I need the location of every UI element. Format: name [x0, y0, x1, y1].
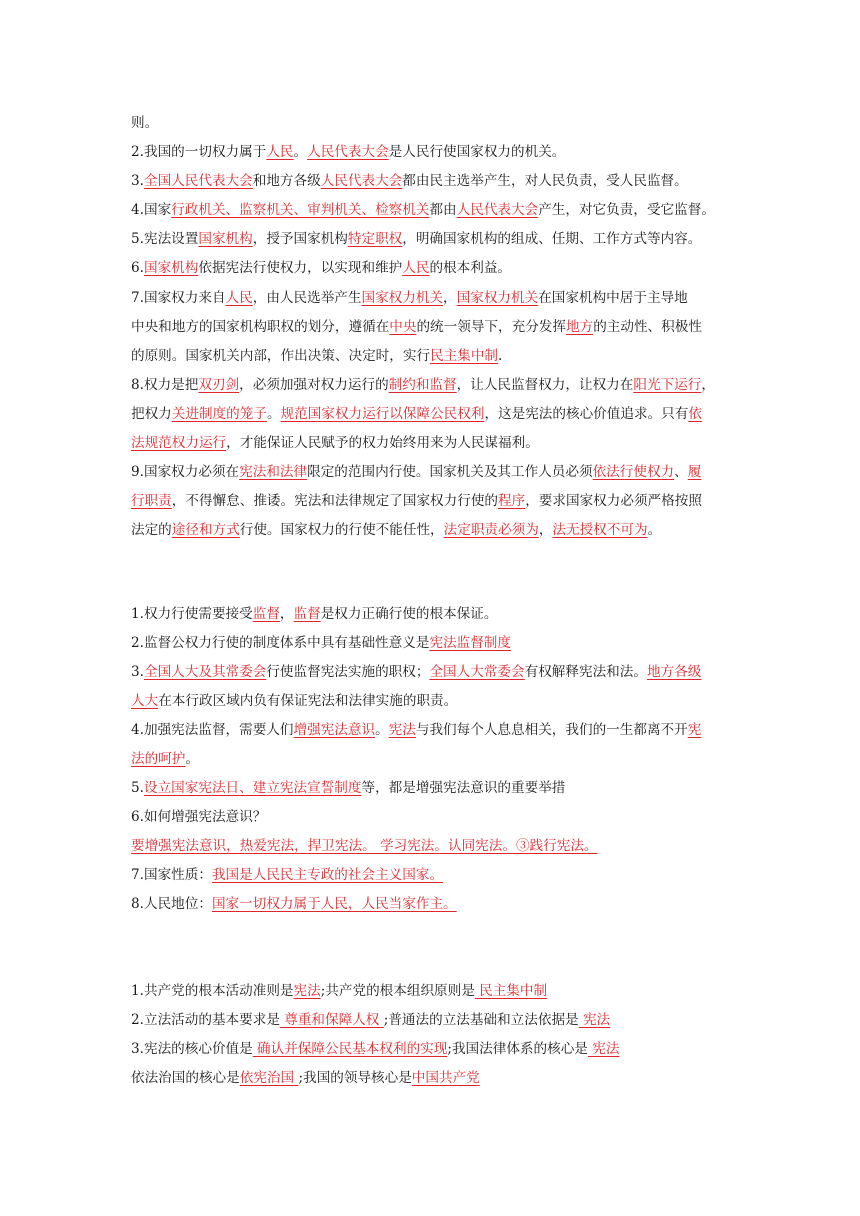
text-segment: 2.监督公权力行使的制度体系中具有基础性意义是	[131, 635, 430, 651]
highlighted-term: 确认并保障公民基本权利的实现	[252, 1041, 448, 1057]
highlighted-term: 国家机构	[198, 231, 253, 247]
highlighted-term: 特定职权	[347, 231, 403, 247]
text-segment: 1.权力行使需要接受	[131, 606, 253, 622]
text-segment: ;普通法的立法基础和立法依据是	[383, 1012, 579, 1028]
text-segment: 3.	[131, 173, 144, 189]
text-segment: 2.立法活动的基本要求是	[131, 1012, 280, 1028]
text-segment: ，必须加强对权力运行的	[239, 377, 389, 393]
text-line	[131, 604, 741, 624]
text-line	[131, 258, 741, 278]
text-line	[131, 1039, 741, 1059]
text-segment: 3.	[131, 664, 144, 680]
text-segment: ;我国法律体系的核心是	[447, 1041, 588, 1057]
text-segment: 产生，对它负责，受它监督。	[538, 202, 715, 218]
text-segment: 。	[375, 722, 389, 738]
highlighted-term: 要增强宪法意识，热爱宪法，捍卫宪法。 学习宪法。认同宪法。③践行宪法。	[131, 838, 598, 854]
highlighted-term: 人民代表大会	[307, 144, 389, 160]
highlighted-term: 宪法	[293, 983, 321, 999]
text-line	[131, 836, 741, 856]
highlighted-term: 中央	[389, 319, 417, 335]
text-segment: ，这是宪法的核心价值追求。只有	[484, 406, 689, 422]
text-line	[131, 171, 741, 191]
highlighted-term: 宪法和法律	[239, 464, 308, 480]
text-line	[131, 491, 741, 511]
highlighted-term: 人民	[402, 260, 430, 276]
highlighted-term: 阳光下运行	[633, 377, 702, 393]
highlighted-term: 国家机构	[143, 260, 199, 276]
highlighted-term: 地方各级	[646, 664, 702, 680]
highlighted-term: 全国人民代表大会	[143, 173, 253, 189]
text-line	[131, 749, 741, 769]
text-line	[131, 981, 741, 1001]
highlighted-term: 途径和方式	[171, 522, 240, 538]
highlighted-term: 尊重和保障人权	[279, 1012, 384, 1028]
text-line	[131, 1010, 741, 1030]
highlighted-term: 程序	[498, 493, 526, 509]
text-segment: ，才能保证人民赋予的权力始终用来为人民谋福利。	[226, 435, 539, 451]
text-segment: 等，都是增强宪法意识的重要举措	[361, 780, 566, 796]
highlighted-term: 人民代表大会	[456, 202, 539, 218]
highlighted-term: 增强宪法意识	[293, 722, 376, 738]
highlighted-term: 全国人大及其常委会	[143, 664, 267, 680]
highlighted-term: 履	[687, 464, 702, 480]
highlighted-term: 宪法	[578, 1012, 611, 1028]
text-segment: ;共产党的根本组织原则是	[320, 983, 475, 999]
highlighted-term: 依法行使权力	[592, 464, 675, 480]
text-line	[131, 229, 741, 249]
highlighted-term: 宪法监督制度	[429, 635, 511, 651]
highlighted-term: 双刃剑	[198, 377, 240, 393]
text-segment: 限定的范围内行使。国家机关及其工作人员必须	[307, 464, 593, 480]
text-line	[131, 113, 741, 133]
text-segment: 是权力正确行使的根本保证。	[320, 606, 498, 622]
text-line	[131, 1068, 741, 1088]
highlighted-term: 依	[688, 406, 702, 422]
text-segment: 4.加强宪法监督，需要人们	[131, 722, 294, 738]
highlighted-term: 国家一切权力属于人民，人民当家作主。	[211, 896, 457, 912]
highlighted-term: 法规范权力运行	[131, 435, 227, 451]
text-line	[131, 662, 741, 682]
text-line	[131, 720, 741, 740]
text-segment: 1.共产党的根本活动准则是	[131, 983, 294, 999]
text-line	[131, 865, 741, 885]
text-segment: 都由	[429, 202, 457, 218]
highlighted-term: 我国是人民民主专政的社会主义国家。	[211, 867, 444, 883]
text-segment: 2.我国的一切权力属于	[131, 144, 267, 160]
text-segment: 行使。国家权力的行使不能任性，	[239, 522, 444, 538]
text-segment: 依据宪法行使权力，以实现和维护	[198, 260, 403, 276]
text-line	[131, 894, 741, 914]
text-segment: 9.国家权力必须在	[131, 464, 240, 480]
highlighted-term: 监督	[252, 606, 280, 622]
text-line	[131, 433, 741, 453]
text-segment: ;我国的领导核心是	[298, 1070, 412, 1086]
text-segment: 8.人民地位：	[131, 896, 212, 912]
text-line	[131, 142, 741, 162]
highlighted-term: 人大	[131, 693, 159, 709]
highlighted-term: 行职责	[131, 493, 172, 509]
highlighted-term: 法的呵护	[131, 751, 186, 767]
text-segment: 把权力	[131, 406, 172, 422]
text-segment: 中央和地方的国家机构职权的划分，遵循在	[131, 319, 390, 335]
text-segment: 在本行政区域内负有保证宪法和法律实施的职责。	[158, 693, 458, 709]
highlighted-term: 依宪治国	[239, 1070, 299, 1086]
text-segment: ，授予国家机构	[252, 231, 348, 247]
highlighted-term: 规范国家权力运行以保障公民权利	[280, 406, 485, 422]
text-segment: 的根本利益。	[429, 260, 512, 276]
highlighted-term: 设立国家宪法日、建立宪法宣誓制度	[143, 780, 362, 796]
highlighted-term: 全国人大常委会	[429, 664, 525, 680]
text-segment: .	[498, 348, 503, 364]
text-line	[131, 317, 741, 337]
highlighted-term: 人民	[225, 290, 253, 306]
text-segment: 。	[293, 144, 308, 160]
text-segment: 3.宪法的核心价值是	[131, 1041, 253, 1057]
text-segment: 依法治国的核心是	[131, 1070, 240, 1086]
highlighted-term: 监督	[293, 606, 321, 622]
text-segment: 与我们每个人息息相关，我们的一生都离不开	[415, 722, 688, 738]
highlighted-term: 人民代表大会	[320, 173, 403, 189]
highlighted-term: 宪	[687, 722, 702, 738]
text-segment: 8.权力是把	[131, 377, 199, 393]
highlighted-term: 中国共产党	[411, 1070, 480, 1086]
text-segment: 行使监督宪法实施的职权；	[266, 664, 430, 680]
text-line	[131, 778, 741, 798]
text-segment: ，	[279, 606, 294, 622]
text-line	[131, 375, 741, 395]
highlighted-term: 民主集中制	[474, 983, 548, 999]
text-segment: 的原则。国家机关内部，作出决策、决定时，实行	[131, 348, 431, 364]
highlighted-term: 关进制度的笼子	[171, 406, 267, 422]
highlighted-term: 宪法	[388, 722, 416, 738]
text-line	[131, 346, 741, 366]
highlighted-term: 法定职责必须为	[443, 522, 539, 538]
text-segment: ，	[443, 290, 457, 306]
text-segment: 是人民行使国家权力的机关。	[388, 144, 566, 160]
text-segment: 7.国家权力来自	[131, 290, 226, 306]
text-line	[131, 288, 741, 308]
text-segment: 6.	[131, 260, 144, 276]
text-segment: ，	[538, 522, 553, 538]
text-segment: 。	[647, 522, 662, 538]
text-segment: ，	[701, 377, 715, 393]
text-line	[131, 633, 741, 653]
text-segment: 5.宪法设置	[131, 231, 199, 247]
text-segment: 。	[266, 406, 281, 422]
highlighted-term: 法无授权不可为	[552, 522, 648, 538]
text-segment: 在国家机构中居于主导地	[538, 290, 688, 306]
text-segment: ，明确国家机构的组成、任期、工作方式等内容。	[402, 231, 702, 247]
highlighted-term: 制约和监督	[388, 377, 457, 393]
text-segment: 有权解释宪法和法。	[524, 664, 647, 680]
text-line	[131, 200, 741, 220]
text-segment: 7.国家性质：	[131, 867, 212, 883]
text-segment: ，不得懈怠、推诿。宪法和法律规定了国家权力行使的	[171, 493, 499, 509]
text-segment: 的统一领导下，充分发挥	[416, 319, 566, 335]
text-segment: ，让人民监督权力，让权力在	[456, 377, 634, 393]
text-segment: ，由人民选举产生	[252, 290, 362, 306]
text-segment: 的主动性、积极性	[593, 319, 702, 335]
highlighted-term: 行政机关、监察机关、审判机关、检察机关	[171, 202, 430, 218]
text-segment: 、	[674, 464, 688, 480]
text-line	[131, 462, 741, 482]
highlighted-term: 国家权力机关	[456, 290, 539, 306]
highlighted-term: 国家权力机关	[361, 290, 444, 306]
text-line	[131, 520, 741, 540]
highlighted-term: 地方	[566, 319, 594, 335]
text-segment: 和地方各级	[252, 173, 321, 189]
text-segment: 则。	[131, 115, 159, 131]
text-segment: 法定的	[131, 522, 172, 538]
text-segment: 5.	[131, 780, 144, 796]
text-line	[131, 807, 741, 827]
highlighted-term: 民主集中制	[430, 348, 499, 364]
text-segment: 4.国家	[131, 202, 172, 218]
highlighted-term: 人民	[266, 144, 294, 160]
text-segment: 都由民主选举产生，对人民负责，受人民监督。	[402, 173, 688, 189]
text-segment: 。	[185, 751, 199, 767]
text-segment: 6.如何增强宪法意识？	[131, 809, 267, 825]
text-segment: ，要求国家权力必须严格按照	[525, 493, 702, 509]
text-line	[131, 691, 741, 711]
highlighted-term: 宪法	[587, 1041, 620, 1057]
text-line	[131, 404, 741, 424]
